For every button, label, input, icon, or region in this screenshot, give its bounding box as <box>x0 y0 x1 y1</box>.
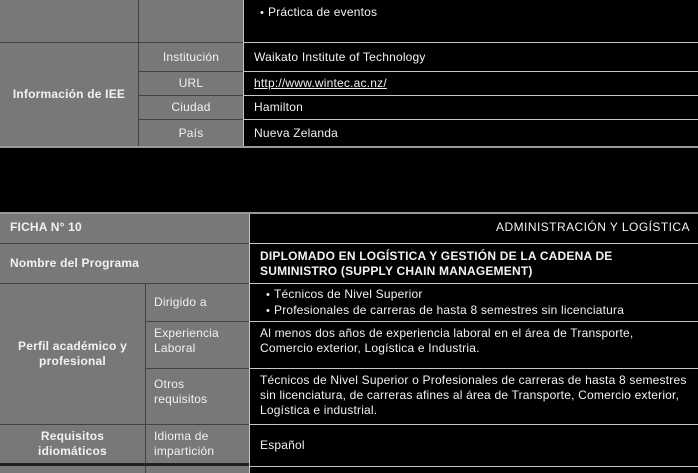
row-label-text: País <box>178 125 204 140</box>
program-label-cell <box>0 244 249 284</box>
list-item <box>244 5 698 21</box>
row-label-otros-requisitos <box>146 369 249 425</box>
program-name-text: DIPLOMADO EN LOGÍSTICA Y GESTIÓN DE LA CADENA DE SUMINISTRO (SUPPLY CHAIN MANAGEMENT) <box>260 248 613 278</box>
bullet-icon <box>244 5 268 21</box>
cell-text: Al menos dos años de experiencia laboral en el área de Transporte, Comercio exterior, Logística e Industria. <box>260 326 634 355</box>
idioma-value-cell <box>249 425 698 466</box>
list-item-text: Técnicos de Nivel Superior <box>274 286 423 301</box>
empty-cell <box>0 0 139 43</box>
row-label-url <box>139 72 243 96</box>
row-value-text: Waikato Institute of Technology <box>254 49 426 64</box>
practice-list-cell <box>243 0 698 43</box>
row-label-pais <box>139 120 243 146</box>
section-label-text: Perfil académico y profesional <box>18 339 127 368</box>
row-value-url <box>243 72 698 96</box>
row-value-institucion <box>243 43 698 72</box>
section-label-text: Requisitos idiomáticos <box>38 429 107 458</box>
section-label-perfil <box>0 284 146 425</box>
list-item-text: Práctica de eventos <box>268 5 378 19</box>
cutoff-row-cell <box>249 466 698 473</box>
row-label-text: URL <box>178 76 204 90</box>
otros-requisitos-cell <box>249 369 698 425</box>
iee-info-table <box>0 0 698 148</box>
section-label-requisitos-idiomaticos <box>0 425 146 466</box>
list-item-text: Profesionales de carreras de hasta 8 semestres sin licenciatura <box>274 302 625 317</box>
section-label-text: Información de IEE <box>12 87 126 101</box>
row-value-text: Hamilton <box>254 100 303 114</box>
ficha-10-table <box>0 212 698 473</box>
cutoff-row-cell <box>0 466 146 473</box>
list-item <box>250 303 698 319</box>
row-label-text: Institución <box>162 49 220 64</box>
section-label-informacion-iee <box>0 43 139 146</box>
program-label-text: Nombre del Programa <box>10 256 140 270</box>
row-label-dirigido-a <box>146 284 249 322</box>
category-header-cell <box>249 214 698 244</box>
empty-cell <box>139 0 243 43</box>
category-header-text: ADMINISTRACIÓN Y LOGÍSTICA <box>496 220 690 234</box>
row-label-experiencia-laboral <box>146 322 249 369</box>
ficha-number-cell <box>0 214 249 244</box>
dirigido-a-list-cell <box>249 284 698 322</box>
row-label-text: Idioma de impartición <box>154 429 215 458</box>
experiencia-laboral-cell <box>249 322 698 369</box>
cutoff-row-cell <box>146 466 249 473</box>
row-value-pais <box>243 120 698 146</box>
row-value-ciudad <box>243 96 698 120</box>
row-label-text: Ciudad <box>171 100 211 114</box>
cell-text: Español <box>260 438 305 452</box>
bullet-icon <box>250 303 274 319</box>
bullet-icon <box>250 287 274 303</box>
row-value-text: Nueva Zelanda <box>254 125 338 140</box>
row-label-text: Experiencia Laboral <box>154 326 219 355</box>
row-label-text: Otros requisitos <box>154 377 208 406</box>
ficha-number-text: FICHA N° 10 <box>10 220 82 234</box>
row-label-institucion <box>139 43 243 72</box>
row-label-ciudad <box>139 96 243 120</box>
list-item <box>250 287 698 303</box>
program-name-cell <box>249 244 698 284</box>
row-label-text: Dirigido a <box>154 295 207 309</box>
url-link[interactable]: http://www.wintec.ac.nz/ <box>254 76 387 90</box>
cell-text: Técnicos de Nivel Superior o Profesionales de carreras de hasta 8 semestres sin licenciatura, de carreras afines al área de Transporte, Comercio exterior, Logística e industrial. <box>260 373 687 417</box>
row-label-idioma-imparticion <box>146 425 249 466</box>
